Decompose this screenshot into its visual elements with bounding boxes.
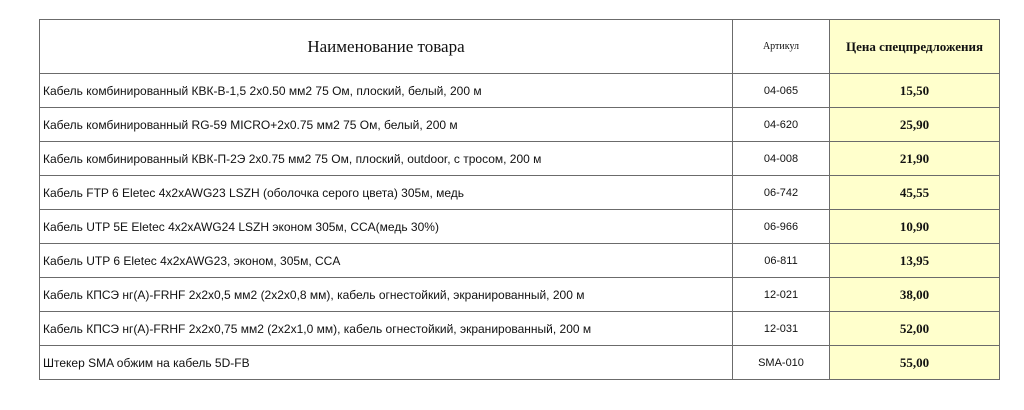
article-cell: 06-966 <box>733 210 830 244</box>
product-name-cell: Кабель комбинированный RG-59 MICRO+2х0.75 мм2 75 Ом, белый, 200 м <box>40 108 733 142</box>
price-cell: 38,00 <box>830 278 1000 312</box>
product-name-cell: Кабель КПСЭ нг(А)-FRHF 2х2х0,5 мм2 (2х2х0,8 мм), кабель огнестойкий, экранированный, 200 м <box>40 278 733 312</box>
header-product-name: Наименование товара <box>40 20 733 74</box>
table-row <box>40 278 1000 312</box>
article-cell: 04-065 <box>733 74 830 108</box>
product-name-cell: Кабель комбинированный КВК-П-2Э 2х0.75 мм2 75 Ом, плоский, outdoor, с тросом, 200 м <box>40 142 733 176</box>
product-name-cell: Кабель комбинированный КВК-В-1,5 2х0.50 мм2 75 Ом, плоский, белый, 200 м <box>40 74 733 108</box>
product-name-cell: Кабель UTP 5E Eletec 4x2xAWG24 LSZH эконом 305м, CCA(медь 30%) <box>40 210 733 244</box>
price-cell: 21,90 <box>830 142 1000 176</box>
price-cell: 13,95 <box>830 244 1000 278</box>
header-special-price: Цена спецпредложения <box>830 20 1000 74</box>
header-article: Артикул <box>733 20 830 74</box>
table-row <box>40 312 1000 346</box>
table-row <box>40 346 1000 380</box>
table-header-row <box>40 20 1000 74</box>
product-name-cell: Кабель FTP 6 Eletec 4x2xAWG23 LSZH (оболочка серого цвета) 305м, медь <box>40 176 733 210</box>
price-cell: 55,00 <box>830 346 1000 380</box>
article-cell: 12-031 <box>733 312 830 346</box>
price-cell: 45,55 <box>830 176 1000 210</box>
article-cell: 12-021 <box>733 278 830 312</box>
article-cell: SMA-010 <box>733 346 830 380</box>
price-cell: 15,50 <box>830 74 1000 108</box>
article-cell: 04-008 <box>733 142 830 176</box>
table-row <box>40 176 1000 210</box>
product-name-cell: Кабель UTP 6 Eletec 4x2xAWG23, эконом, 305м, CCA <box>40 244 733 278</box>
table-row <box>40 108 1000 142</box>
table-row <box>40 74 1000 108</box>
table-row <box>40 210 1000 244</box>
table-row <box>40 142 1000 176</box>
article-cell: 06-742 <box>733 176 830 210</box>
product-name-cell: Кабель КПСЭ нг(А)-FRHF 2х2х0,75 мм2 (2х2х1,0 мм), кабель огнестойкий, экранированный, 200 м <box>40 312 733 346</box>
price-cell: 52,00 <box>830 312 1000 346</box>
price-cell: 25,90 <box>830 108 1000 142</box>
price-table <box>39 19 1000 380</box>
table-row <box>40 244 1000 278</box>
product-name-cell: Штекер SMA обжим на кабель 5D-FB <box>40 346 733 380</box>
article-cell: 06-811 <box>733 244 830 278</box>
article-cell: 04-620 <box>733 108 830 142</box>
price-cell: 10,90 <box>830 210 1000 244</box>
